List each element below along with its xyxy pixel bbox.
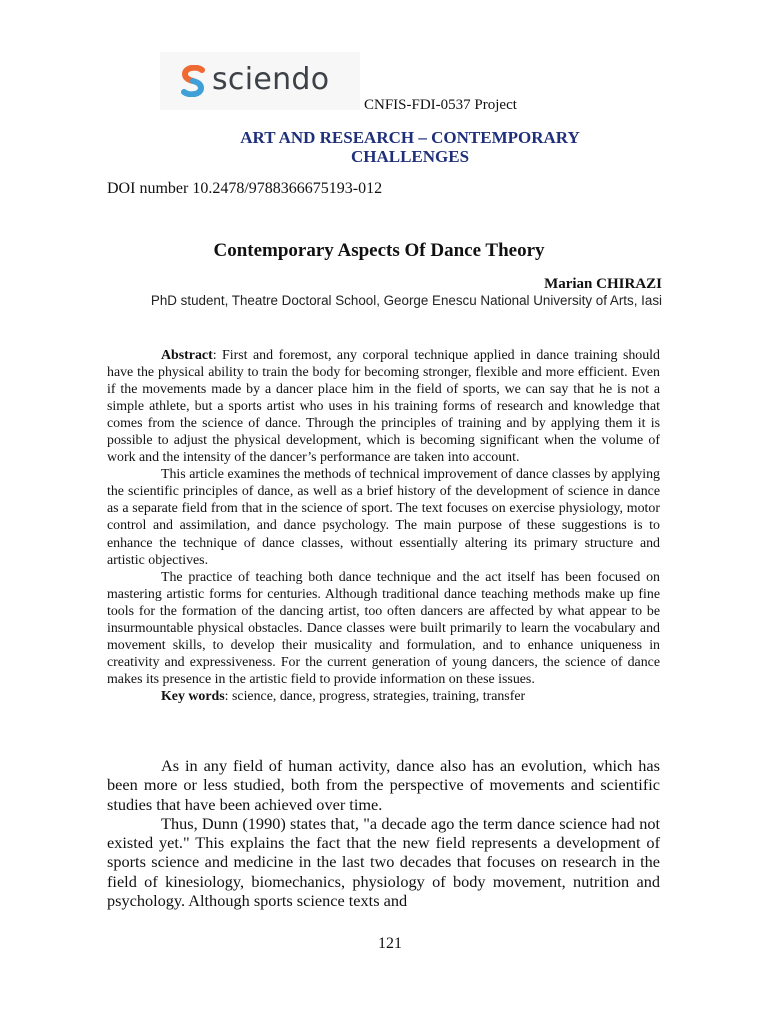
keywords-label: Key words bbox=[161, 688, 225, 704]
abstract-text-1: : First and foremost, any corporal technique applied in dance training should have the physical ability to train the body for becoming stronger, flexible and more efficient. Even if the movements made by a dancer place him in the field of sports, we can say that he is not a simple athlete, but a sports artist who uses in his training forms of research and knowledge that comes from the science of dance. Through the principles of training and by applying them it is possible to adjust the physical development, which is becoming significant when the volume of work and the intensity of the dancer’s performance are taken into account. bbox=[107, 348, 660, 466]
sciendo-logo bbox=[160, 52, 360, 110]
abstract-paragraph-2: This article examines the methods of technical improvement of dance classes by applying the scientific principles of dance, as well as a brief history of the development of science in dance as a separate field from that in the science of sport. The text focuses on exercise physiology, motor control and assimilation, and dance psychology. The main purpose of these suggestions is to enhance the technique of dance classes, without essentially altering its primary structure and artistic objectives. bbox=[107, 467, 660, 568]
keywords-list: : science, dance, progress, strategies, training, transfer bbox=[224, 688, 526, 704]
page-number: 121 bbox=[378, 935, 402, 952]
abstract-paragraph-3: The practice of teaching both dance technique and the act itself has been focused on mastering artistic forms for centuries. Although traditional dance teaching methods make up fine tools for the formation of the dancing artist, too often dancers are affected by what appear to be insurmountable physical obstacles. Dance classes were built primarily to learn the vocabulary and movement skills, to develop their musicality and formulation, and to enhance uniqueness in creativity and expressiveness. For the current generation of young dancers, the science of dance makes its presence in the artistic field to provide information on these issues. bbox=[107, 569, 660, 687]
keywords-line bbox=[107, 688, 660, 705]
abstract-section bbox=[107, 347, 660, 705]
project-code: CNFIS-FDI-0537 Project bbox=[364, 97, 517, 113]
doi-number: DOI number 10.2478/9788366675193-012 bbox=[107, 180, 383, 197]
article-title-wrap bbox=[0, 239, 768, 263]
conference-title: ART AND RESEARCH – CONTEMPORARY CHALLENGES bbox=[240, 128, 580, 166]
author-name: Marian CHIRAZI bbox=[544, 276, 662, 292]
logo-text: sciendo bbox=[212, 62, 330, 97]
abstract-paragraph-1 bbox=[107, 347, 660, 466]
author-affiliation: PhD student, Theatre Doctoral School, George Enescu National University of Arts, Iasi bbox=[150, 293, 662, 308]
body-paragraph-2: Thus, Dunn (1990) states that, "a decade ago the term dance science had not existed yet." This explains the fact that the new field represents a development of sports science and medicine in the last two decades that focuses on research in the field of kinesiology, biomechanics, physiology of body movement, nutrition and psychology. Although sports science texts and bbox=[107, 813, 660, 911]
abstract-label: Abstract bbox=[161, 348, 213, 363]
body-section bbox=[107, 756, 660, 910]
sciendo-logo-icon bbox=[178, 65, 208, 97]
body-paragraph-1: As in any field of human activity, dance also has an evolution, which has been more or less studied, both from the perspective of movements and scientific studies that have been achieved over time. bbox=[107, 756, 660, 814]
article-title: Contemporary Aspects Of Dance Theory bbox=[213, 240, 545, 261]
